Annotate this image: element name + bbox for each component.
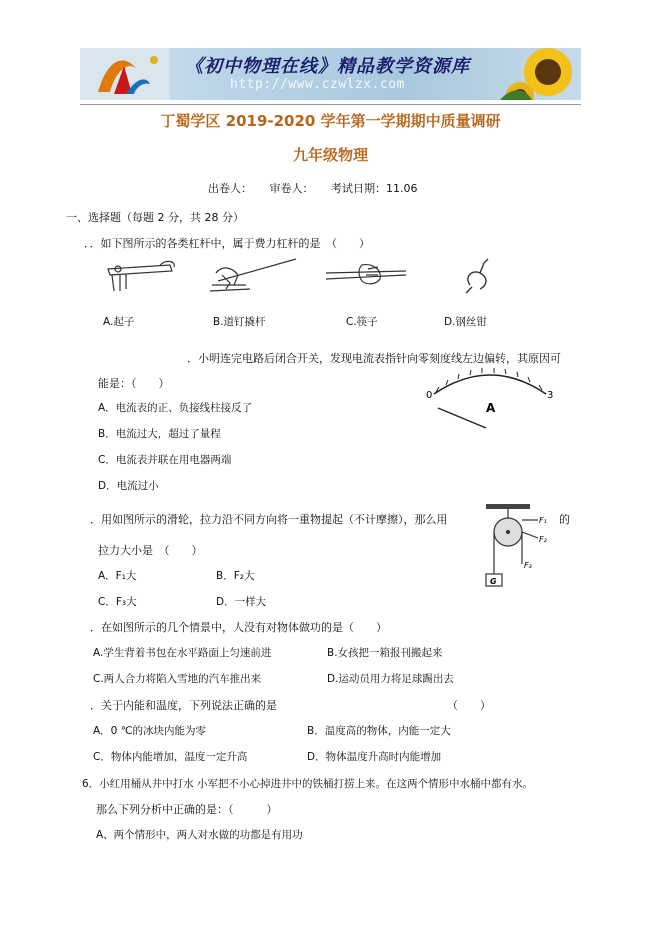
- q4-option-c[interactable]: C.两人合力将陷入雪地的汽车推出来: [93, 673, 262, 685]
- q3-option-b[interactable]: B．F₂大: [216, 570, 255, 582]
- chopsticks-icon: [326, 265, 406, 284]
- exam-meta: [208, 180, 432, 196]
- q2-stem-line2: 能是：（ ）: [98, 377, 170, 390]
- sunflower-icon: [500, 48, 572, 100]
- dial-unit-label: A: [486, 401, 496, 415]
- q5-option-c[interactable]: C．物体内能增加，温度一定升高: [93, 751, 248, 763]
- pulley-figure: [478, 504, 558, 590]
- q1-option-c[interactable]: C.筷子: [346, 316, 378, 328]
- force-f2-label: F₂: [539, 535, 547, 544]
- ammeter-dial: [420, 360, 560, 440]
- q3-stem-suffix: 的: [559, 513, 570, 526]
- section-heading: 一、选择题（每题 2 分，共 28 分）: [66, 211, 244, 224]
- q2-option-a[interactable]: A．电流表的正、负接线柱接反了: [98, 402, 253, 414]
- ceiling: [486, 504, 530, 509]
- q1-option-a[interactable]: A.起子: [103, 316, 135, 328]
- exam-date: 考试日期：11.06: [331, 182, 418, 195]
- q6-option-a[interactable]: A、两个情形中，两人对水做的功都是有用功: [96, 829, 303, 841]
- dial-max-label: 3: [547, 390, 554, 401]
- q5-option-b[interactable]: B．温度高的物体，内能一定大: [307, 725, 451, 737]
- crowbar-icon: [210, 259, 296, 291]
- banner-title: 《初中物理在线》精品教学资源库: [185, 56, 470, 77]
- dial-needle: [438, 408, 486, 428]
- dial-min-label: 0: [426, 390, 433, 401]
- q3-stem-line2: 拉力大小是 （ ）: [98, 544, 203, 557]
- reviewer-label: 审卷人：: [269, 182, 314, 195]
- pliers-icon: [466, 259, 488, 293]
- q1-stem: ．．如下图所示的各类杠杆中，属于费力杠杆的是 （ ）: [84, 237, 370, 250]
- q4-option-a[interactable]: A.学生背着书包在水平路面上匀速前进: [93, 647, 272, 659]
- q3-option-c[interactable]: C．F₃大: [98, 596, 137, 608]
- q4-option-d[interactable]: D.运动员用力将足球踢出去: [327, 673, 454, 685]
- weight-label: G: [490, 577, 497, 586]
- force-f3-label: F₃: [524, 561, 532, 570]
- q2-option-b[interactable]: B．电流过大，超过了量程: [98, 428, 221, 440]
- q2-stem-line1: ．小明连完电路后闭合开关，发现电流表指针向零刻度线左边偏转，其原因可: [187, 352, 561, 365]
- q6-stem-line1: 6．小红用桶从井中打水 小军把不小心掉进井中的铁桶打捞上来。在这两个情形中水桶中都有水。: [82, 778, 534, 790]
- exam-subtitle: 九年级物理: [292, 146, 368, 164]
- header-banner: [80, 48, 581, 100]
- force-f1-label: F₁: [539, 516, 547, 525]
- q2-option-d[interactable]: D．电流过小: [98, 480, 159, 492]
- banner-url[interactable]: http://www.czwlzx.com: [230, 77, 405, 92]
- q4-stem: ．在如图所示的几个情景中，人没有对物体做功的是（ ）: [90, 621, 387, 634]
- q1-lever-figures: [100, 255, 500, 303]
- q6-stem-line2: 那么下列分析中正确的是：（ ）: [96, 803, 278, 816]
- q2-option-c[interactable]: C．电流表并联在用电器两端: [98, 454, 232, 466]
- q4-option-b[interactable]: B.女孩把一箱报刊搬起来: [327, 647, 443, 659]
- exam-title: 丁蜀学区 2019-2020 学年第一学期期中质量调研: [160, 112, 501, 130]
- q5-option-a[interactable]: A．0 ℃的冰块内能为零: [93, 725, 206, 737]
- q3-option-d[interactable]: D．一样大: [216, 596, 267, 608]
- q5-option-d[interactable]: D．物体温度升高时内能增加: [307, 751, 442, 763]
- q1-option-b[interactable]: B.道钉撬杆: [213, 316, 266, 328]
- setter-label: 出卷人：: [208, 182, 252, 195]
- bottle-opener-icon: [108, 261, 174, 291]
- q5-answer-paren: （ ）: [447, 699, 491, 712]
- header-divider: [80, 104, 581, 105]
- dial-arc: [434, 375, 546, 394]
- q1-option-d[interactable]: D.钢丝钳: [444, 316, 487, 328]
- q5-stem: ．关于内能和温度，下列说法正确的是: [90, 699, 277, 712]
- q3-stem-line1: ．用如图所示的滑轮，拉力沿不同方向将一重物提起（不计摩擦），那么用: [90, 513, 448, 526]
- q3-option-a[interactable]: A．F₁大: [98, 570, 137, 582]
